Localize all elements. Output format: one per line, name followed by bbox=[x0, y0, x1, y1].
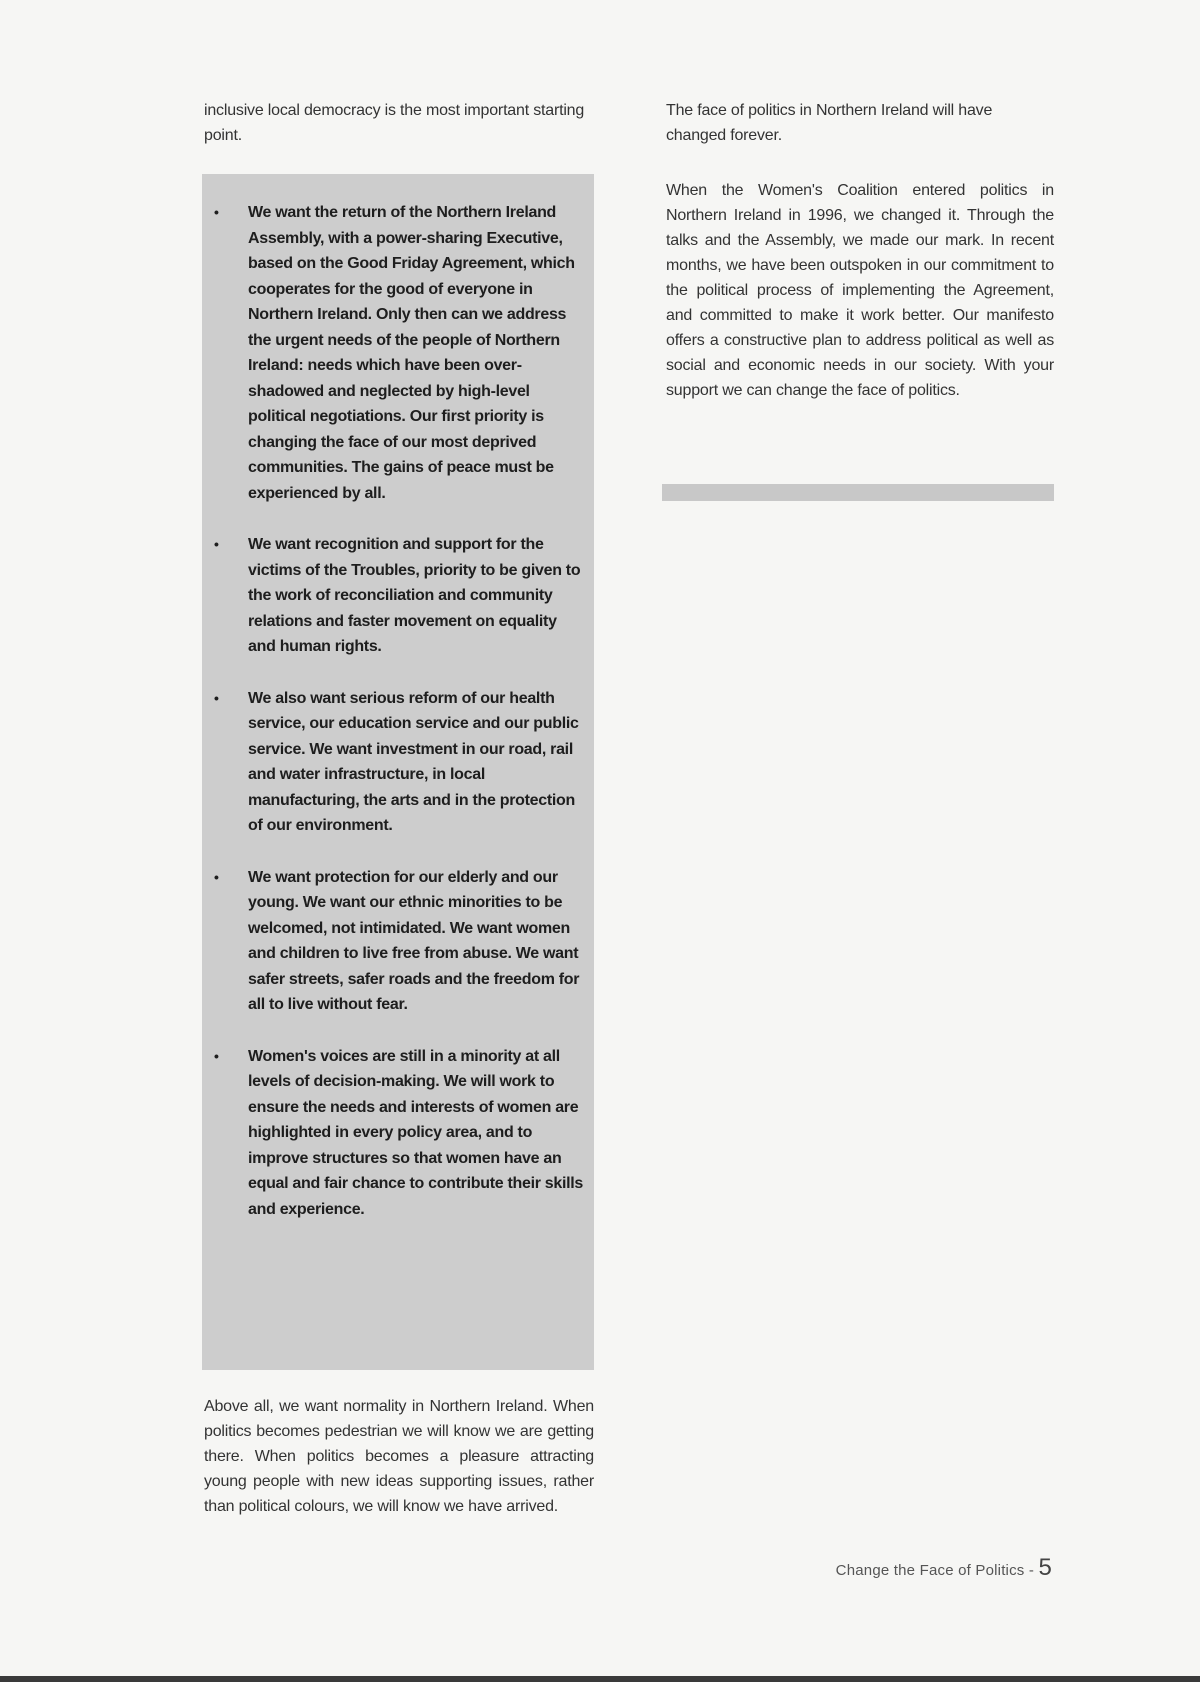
priorities-list bbox=[210, 200, 588, 1222]
right-column bbox=[666, 98, 1054, 403]
priority-text: We also want serious reform of our health service, our education service and our public service. We want investment in our road, rail and water infrastructure, in local manufacturing, the arts and in the protection of our environment. bbox=[248, 689, 579, 834]
bullet-icon: • bbox=[214, 536, 219, 552]
priority-item bbox=[210, 865, 588, 1018]
bullet-icon: • bbox=[214, 1047, 219, 1064]
bullet-icon: • bbox=[214, 204, 219, 220]
scan-edge bbox=[0, 1676, 1200, 1682]
page-footer bbox=[836, 1554, 1052, 1582]
left-column bbox=[204, 98, 596, 148]
intro-paragraph: inclusive local democracy is the most important starting point. bbox=[204, 102, 585, 144]
priority-text: We want protection for our elderly and our young. We want our ethnic minorities to be welcomed, not intimidated. We want women and children to live free from abuse. We want safer streets, safer roads and the freedom for all to live without fear. bbox=[248, 868, 580, 1013]
priority-item bbox=[210, 1044, 588, 1223]
priority-text: We want the return of the Northern Ireland Assembly, with a power-sharing Executive, based on the Good Friday Agreement, which cooperates for the good of everyone in Northern Ireland. Only then can we address the urgent needs of the people of Northern Ireland: needs which have been over-shadowed and neglected by high-level political negotiations. Our first priority is changing the face of our most deprived communities. The gains of peace must be experienced by all. bbox=[248, 204, 575, 502]
right-paragraph-1: The face of politics in Northern Ireland will have changed forever. bbox=[666, 102, 993, 144]
bullet-icon: • bbox=[214, 689, 219, 706]
priorities-box bbox=[202, 174, 594, 1370]
decorative-rule bbox=[662, 484, 1054, 501]
page-number: 5 bbox=[1038, 1554, 1052, 1581]
priority-item bbox=[210, 532, 588, 660]
priority-item bbox=[210, 686, 588, 839]
priority-text: Women's voices are still in a minority at all levels of decision-making. We will work to ensure the needs and interests of women are highlighted in every policy area, and to improve structures so that women have an equal and fair chance to contribute their skills and experience. bbox=[248, 1047, 584, 1218]
priority-text: We want recognition and support for the victims of the Troubles, priority to be given to the work of reconciliation and community relations and faster movement on equality and human rights. bbox=[248, 536, 581, 655]
bullet-icon: • bbox=[214, 868, 219, 885]
footer-title: Change the Face of Politics - bbox=[835, 1562, 1035, 1579]
closing-paragraph: Above all, we want normality in Northern Ireland. When politics becomes pedestrian we will know we are getting there. When politics becomes a pleasure attracting young people with new ideas supporting issues, rather than political colours, we will know we have arrived. bbox=[204, 1398, 594, 1515]
right-paragraph-2: When the Women's Coalition entered politics in Northern Ireland in 1996, we changed it. Through the talks and the Assembly, we made our mark. In recent months, we have been outspoken in our commitment to the political process of implementing the Agreement, and committed to make it work better. Our manifesto offers a constructive plan to address political as well as social and economic needs in our society. With your support we can change the face of politics. bbox=[666, 182, 1054, 399]
closing-block bbox=[204, 1394, 594, 1519]
priority-item bbox=[210, 200, 588, 506]
